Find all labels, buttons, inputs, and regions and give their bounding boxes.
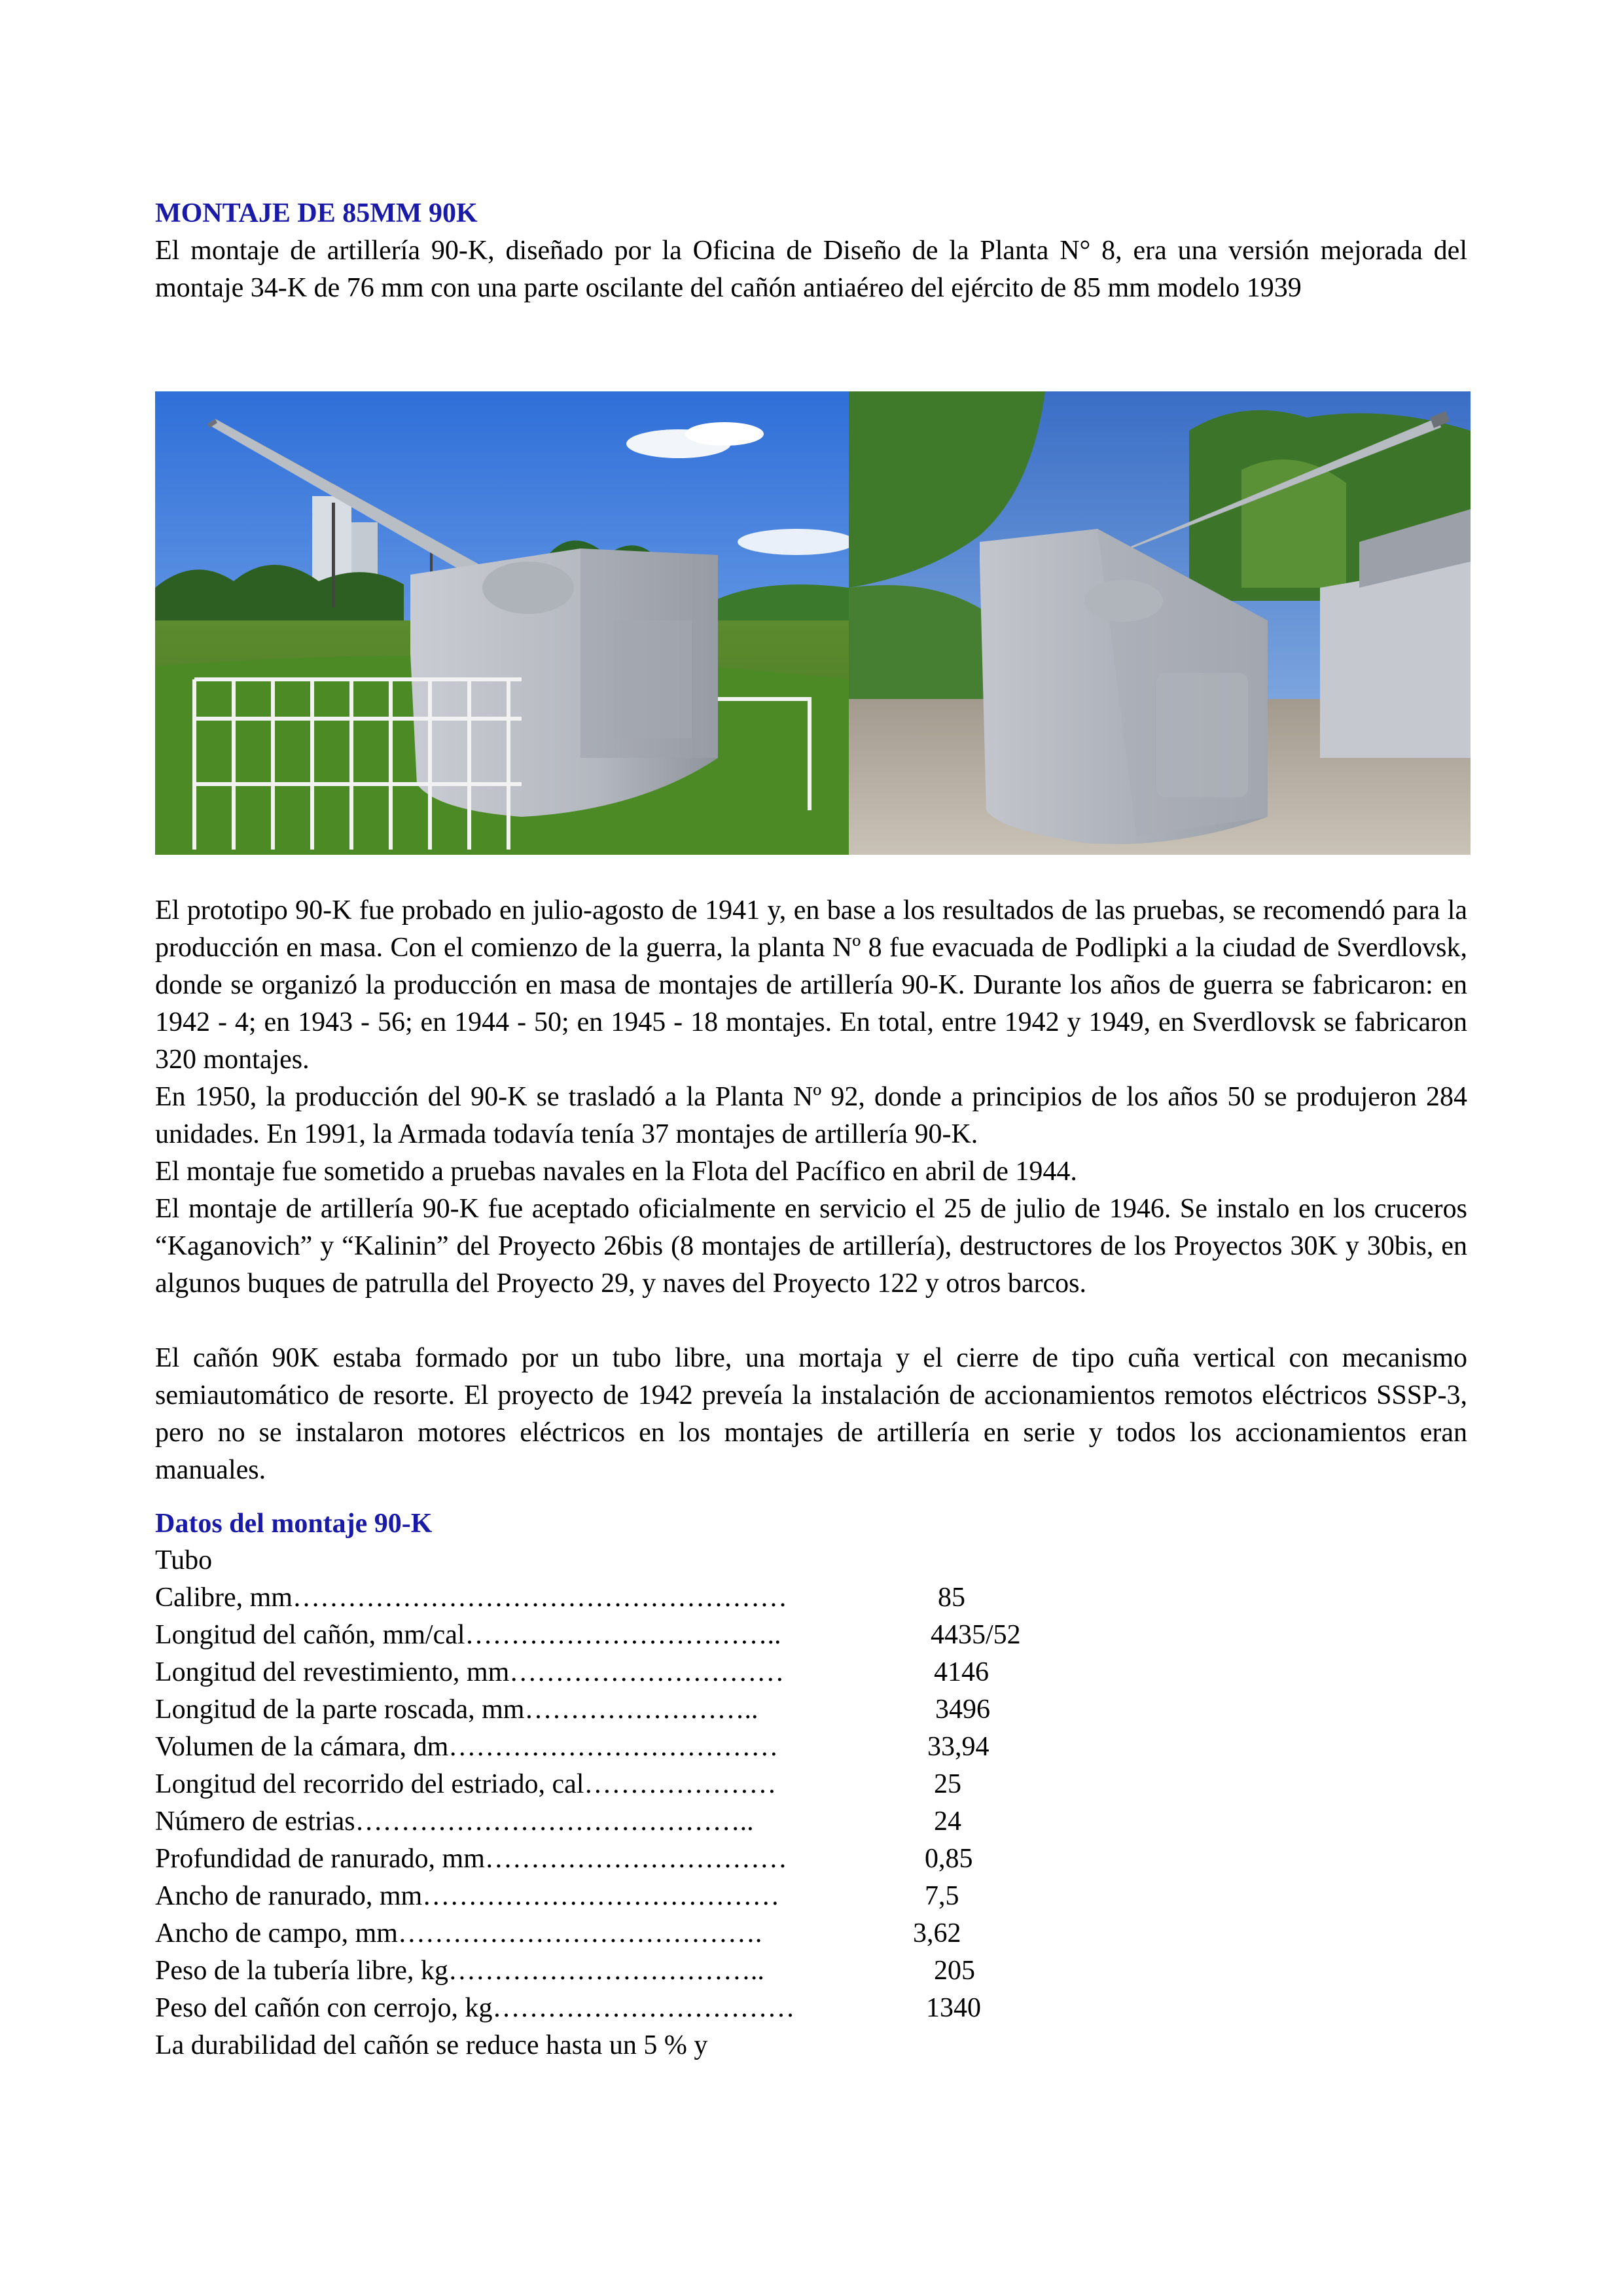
- paragraph-gun-design: El cañón 90K estaba formado por un tubo libre, una mortaja y el cierre de tipo cuña vertical con mecanismo semiautomático de resorte. El proyecto de 1942 preveía la instalación de accionamientos remotos eléctricos SSSP-3, pero no se instalaron motores eléctricos en los montajes de artillería en serie y todos los accionamientos eran manuales.: [155, 1343, 1467, 1485]
- spec-label: Longitud de la parte roscada, mm……………………..: [155, 1695, 758, 1725]
- spec-value: 4435/52: [931, 1620, 1021, 1650]
- spec-row: [155, 1654, 1137, 1691]
- durability-line: La durabilidad del cañón se reduce hasta un 5 % y: [155, 2030, 708, 2060]
- photo-strip: [155, 391, 1471, 855]
- spec-value: 3496: [935, 1695, 990, 1725]
- tube-subheading: Tubo: [155, 1545, 213, 1575]
- spec-value: 0,85: [925, 1844, 973, 1874]
- paragraph-prototype: El prototipo 90-K fue probado en julio-agosto de 1941 y, en base a los resultados de las pruebas, se recomendó para la producción en masa. Con el comienzo de la guerra, la planta Nº 8 fue evacuada de Podlipki a la ciudad de Sverdlovsk, donde se organizó la producción en masa de montajes de artillería 90-K. Durante los años de guerra se fabricaron: en 1942 - 4; en 1943 - 56; en 1944 - 50; en 1945 - 18 montajes. En total, entre 1942 y 1949, en Sverdlovsk se fabricaron 320 montajes.: [155, 895, 1467, 1075]
- spec-label: Peso del cañón con cerrojo, kg……………………………: [155, 1993, 795, 2023]
- spec-label: Ancho de campo, mm………………………………….: [155, 1918, 762, 1948]
- intro-paragraph: El montaje de artillería 90-K, diseñado por la Oficina de Diseño de la Planta N° 8, era una versión mejorada del montaje 34-K de 76 mm con una parte oscilante del cañón antiaéreo del ejército de 85 mm modelo 1939: [155, 236, 1467, 303]
- spec-row: [155, 1990, 1137, 2027]
- spec-label: Calibre, mm………………………………………………: [155, 1583, 787, 1613]
- spec-label: Longitud del recorrido del estriado, cal…………………: [155, 1769, 777, 1799]
- spec-value: 205: [934, 1956, 975, 1986]
- spec-row: [155, 1766, 1137, 1803]
- spec-row: [155, 1617, 1137, 1654]
- photo-gun-mount-museum: [849, 391, 1471, 855]
- spec-row: [155, 1729, 1137, 1766]
- spec-label: Longitud del revestimiento, mm…………………………: [155, 1657, 785, 1687]
- spec-row: [155, 1840, 1137, 1878]
- spec-row: [155, 1915, 1137, 1952]
- page-title: MONTAJE DE 85MM 90K: [155, 198, 478, 228]
- spec-value: 85: [938, 1583, 965, 1613]
- spec-value: 24: [934, 1806, 961, 1837]
- spec-label: Longitud del cañón, mm/cal……………………………..: [155, 1620, 781, 1650]
- spec-row: [155, 1878, 1137, 1915]
- paragraph-naval-trials: El montaje fue sometido a pruebas navales en la Flota del Pacífico en abril de 1944.: [155, 1157, 1077, 1187]
- spec-label: Volumen de la cámara, dm………………………………: [155, 1732, 779, 1762]
- photo-gun-mount-park: [155, 391, 849, 855]
- spec-value: 25: [934, 1769, 961, 1799]
- spec-value: 7,5: [925, 1881, 959, 1911]
- spec-value: 4146: [934, 1657, 989, 1687]
- spec-label: Peso de la tubería libre, kg……………………………..: [155, 1956, 764, 1986]
- spec-value: 3,62: [913, 1918, 961, 1948]
- paragraph-service: El montaje de artillería 90-K fue aceptado oficialmente en servicio el 25 de julio de 1946. Se instalo en los cruceros “Kaganovich” y “Kalinin” del Proyecto 26bis (8 montajes de artillería), destructores de los Proyectos 30K y 30bis, en algunos buques de patrulla del Proyecto 29, y naves del Proyecto 122 y otros barcos.: [155, 1194, 1467, 1299]
- spec-label: Ancho de ranurado, mm…………………………………: [155, 1881, 780, 1911]
- spec-row: [155, 1803, 1137, 1840]
- spec-row: [155, 1579, 1137, 1617]
- spec-value: 33,94: [927, 1732, 990, 1762]
- data-section-heading: Datos del montaje 90-K: [155, 1509, 433, 1539]
- spec-label: Profundidad de ranurado, mm……………………………: [155, 1844, 787, 1874]
- spec-value: 1340: [926, 1993, 981, 2023]
- spec-row: [155, 1952, 1137, 1990]
- spec-label: Número de estrias……………………………………..: [155, 1806, 754, 1837]
- paragraph-production: En 1950, la producción del 90-K se trasladó a la Planta Nº 92, donde a principios de los años 50 se produjeron 284 unidades. En 1991, la Armada todavía tenía 37 montajes de artillería 90-K.: [155, 1082, 1467, 1149]
- spec-row: [155, 1691, 1137, 1729]
